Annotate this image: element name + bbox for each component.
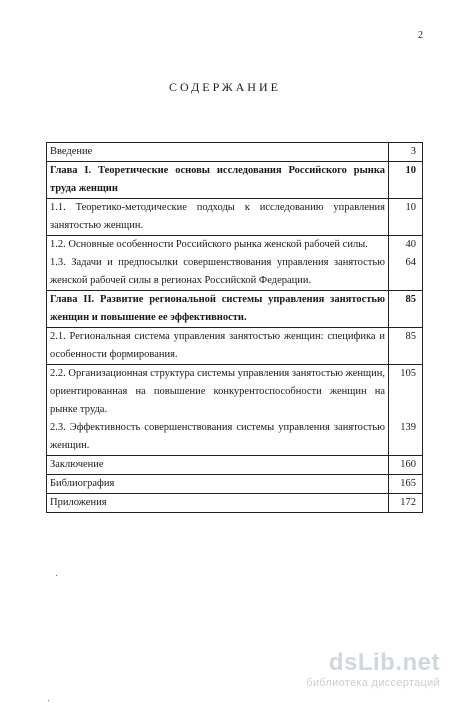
toc-entry: 1.2. Основные особенности Российского рынка женской рабочей силы.	[47, 236, 389, 255]
toc-entry: 2.2. Организационная структура системы управления занятостью женщин, ориентированная на повышение конкурентоспособности женщин на рынке труда.	[47, 365, 389, 420]
toc-entry: 2.3. Эффективность совершенствования системы управления занятостью женщин.	[47, 419, 389, 456]
toc-row	[47, 456, 423, 475]
toc-row	[47, 236, 423, 255]
toc-page: 64	[389, 254, 423, 291]
toc-page: 165	[389, 475, 423, 494]
toc-page: 139	[389, 419, 423, 456]
toc-page: 105	[389, 365, 423, 420]
page-number: 2	[418, 30, 423, 41]
toc-chapter-entry: Глава II. Развитие региональной системы управления занятостью женщин и повышение ее эффективности.	[47, 291, 389, 328]
toc-row	[47, 419, 423, 456]
toc-page: 85	[389, 291, 423, 328]
toc-entry: Приложения	[47, 494, 389, 513]
watermark-logo: dsLib.net	[328, 649, 440, 676]
toc-page: 172	[389, 494, 423, 513]
toc-row	[47, 254, 423, 291]
watermark-subtitle: библиотека диссертаций	[306, 677, 440, 689]
toc-row	[47, 494, 423, 513]
toc-row	[47, 475, 423, 494]
toc-entry: Заключение	[47, 456, 389, 475]
toc-entry: Введение	[47, 143, 389, 162]
page-title: СОДЕРЖАНИЕ	[169, 80, 281, 94]
toc-chapter-entry: Глава I. Теоретические основы исследования Российского рынка труда женщин	[47, 162, 389, 199]
toc-entry: 2.1. Региональная система управления занятостью женщин: специфика и особенности формирования.	[47, 328, 389, 365]
toc-page: 40	[389, 236, 423, 255]
toc-page: 10	[389, 162, 423, 199]
scan-speck	[48, 700, 49, 701]
toc-entry: 1.1. Теоретико-методические подходы к исследованию управления занятостью женщин.	[47, 199, 389, 236]
toc-page: 85	[389, 328, 423, 365]
toc-page: 3	[389, 143, 423, 162]
toc-page: 10	[389, 199, 423, 236]
toc-row	[47, 291, 423, 328]
toc-entry: Библиография	[47, 475, 389, 494]
toc-row	[47, 365, 423, 420]
toc-entry: 1.3. Задачи и предпосылки совершенствования управления занятостью женской рабочей силы в регионах Российской Федерации.	[47, 254, 389, 291]
toc-page: 160	[389, 456, 423, 475]
toc-row	[47, 199, 423, 236]
toc-row	[47, 143, 423, 162]
toc-row	[47, 328, 423, 365]
table-of-contents	[46, 142, 423, 513]
toc-row	[47, 162, 423, 199]
scan-speck	[56, 575, 57, 576]
watermark	[270, 650, 440, 690]
